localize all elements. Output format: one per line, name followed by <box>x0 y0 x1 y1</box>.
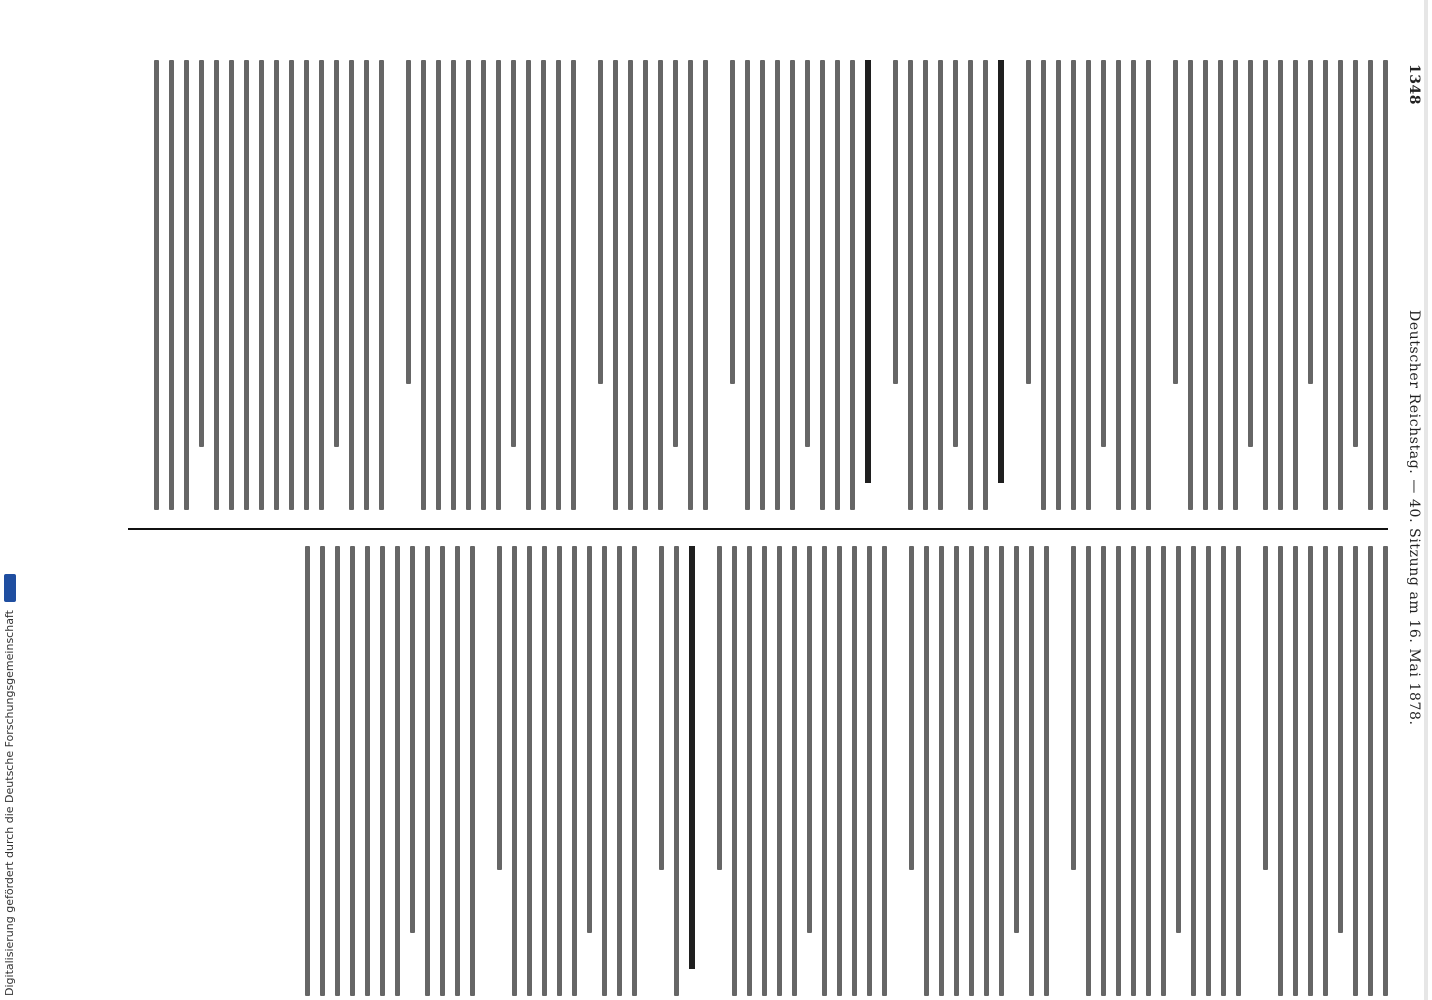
scanned-page <box>108 60 1428 996</box>
credit-text: Digitalisierung gefördert durch die Deutsche Forschungsgemeinschaft <box>3 610 16 996</box>
dfg-logo-icon <box>4 574 16 602</box>
speaker-paragraph-start <box>689 546 695 969</box>
speaker-paragraph-start <box>998 60 1004 483</box>
right-column <box>128 546 1388 996</box>
page-number: 1348 <box>1406 64 1422 105</box>
scan-edge <box>1424 0 1428 1000</box>
digitization-credit <box>2 4 18 996</box>
rotated-page-content <box>108 60 1428 996</box>
running-title: Deutscher Reichstag. — 40. Sitzung am 16. Mai 1878. <box>1406 310 1422 726</box>
speaker-paragraph-start <box>865 60 871 483</box>
column-rule <box>128 528 1388 530</box>
left-column <box>128 60 1388 510</box>
